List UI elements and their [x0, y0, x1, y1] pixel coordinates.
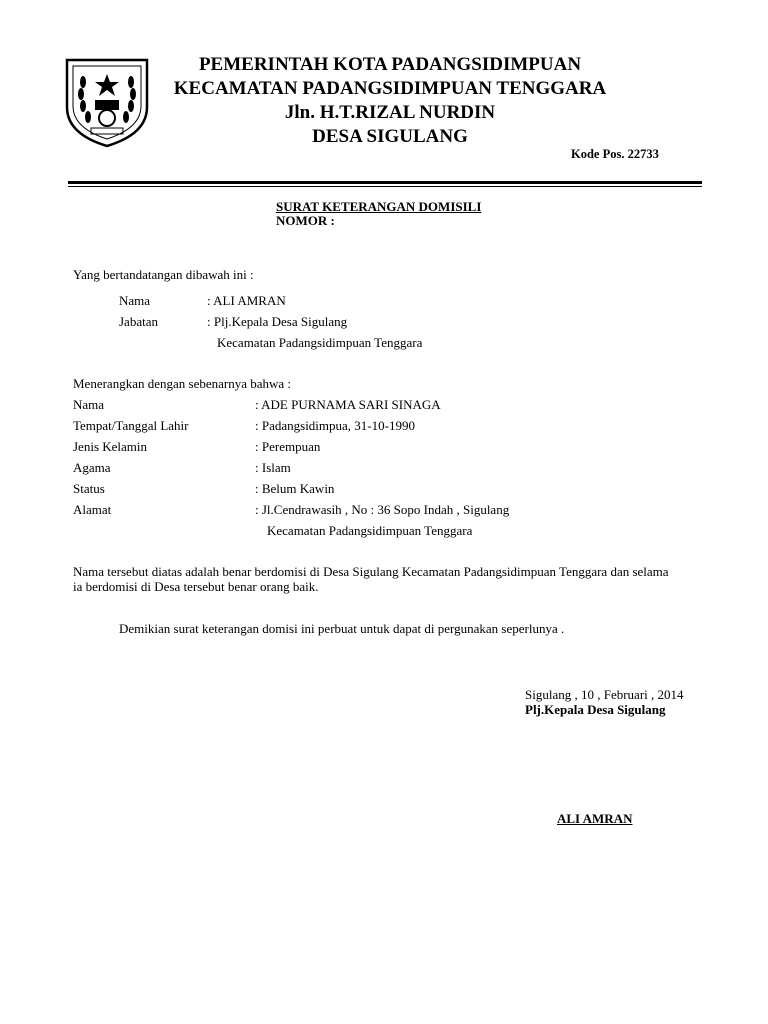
closing-text: Demikian surat keterangan domisi ini perbuat untuk dapat di pergunakan seperlunya .	[119, 621, 565, 636]
person-address-label: Alamat	[73, 502, 112, 517]
signer-position-label: Jabatan	[119, 314, 158, 329]
signer-name-value: : ALI AMRAN	[207, 293, 286, 308]
header-line-2: KECAMATAN PADANGSIDIMPUAN TENGGARA	[173, 78, 607, 99]
person-address-value-line2: Kecamatan Padangsidimpuan Tenggara	[267, 523, 473, 538]
kode-pos: Kode Pos. 22733	[571, 147, 659, 161]
person-name-value: : ADE PURNAMA SARI SINAGA	[255, 397, 441, 412]
intro-text: Yang bertandatangan dibawah ini :	[73, 267, 254, 282]
signer-position-value-line2: Kecamatan Padangsidimpuan Tenggara	[217, 335, 423, 350]
header-line-4: DESA SIGULANG	[312, 126, 468, 147]
signature-position: Plj.Kepala Desa Sigulang	[525, 702, 666, 717]
person-status-value: : Belum Kawin	[255, 481, 335, 496]
header-line-3: Jln. H.T.RIZAL NURDIN	[284, 102, 496, 123]
person-address-value: : Jl.Cendrawasih , No : 36 Sopo Indah , Sigulang	[255, 502, 510, 517]
document-number: NOMOR :	[276, 213, 335, 228]
person-birth-value: : Padangsidimpua, 31-10-1990	[255, 418, 415, 433]
person-birth-label: Tempat/Tanggal Lahir	[73, 418, 189, 433]
header-divider-thin	[68, 186, 702, 187]
signature-place-date: Sigulang , 10 , Februari , 2014	[525, 687, 684, 702]
person-gender-label: Jenis Kelamin	[73, 439, 148, 454]
person-status-label: Status	[73, 481, 105, 496]
header-line-1: PEMERINTAH KOTA PADANGSIDIMPUAN	[198, 54, 582, 75]
signer-position-value: : Plj.Kepala Desa Sigulang	[207, 314, 348, 329]
person-religion-label: Agama	[73, 460, 111, 475]
signer-name-label: Nama	[119, 293, 151, 308]
person-gender-value: : Perempuan	[255, 439, 321, 454]
person-religion-value: : Islam	[255, 460, 291, 475]
document-title: SURAT KETERANGAN DOMISILI	[276, 199, 482, 214]
body-paragraph: Nama tersebut diatas adalah benar berdomisi di Desa Sigulang Kecamatan Padangsidimpuan Tenggara dan selama ia berdomisi di Desa tersebut benar orang baik.	[73, 564, 669, 594]
header-divider-thick	[68, 181, 702, 184]
statement-text: Menerangkan dengan sebenarnya bahwa :	[73, 376, 292, 391]
person-name-label: Nama	[73, 397, 105, 412]
signature-name: ALI AMRAN	[557, 811, 633, 826]
